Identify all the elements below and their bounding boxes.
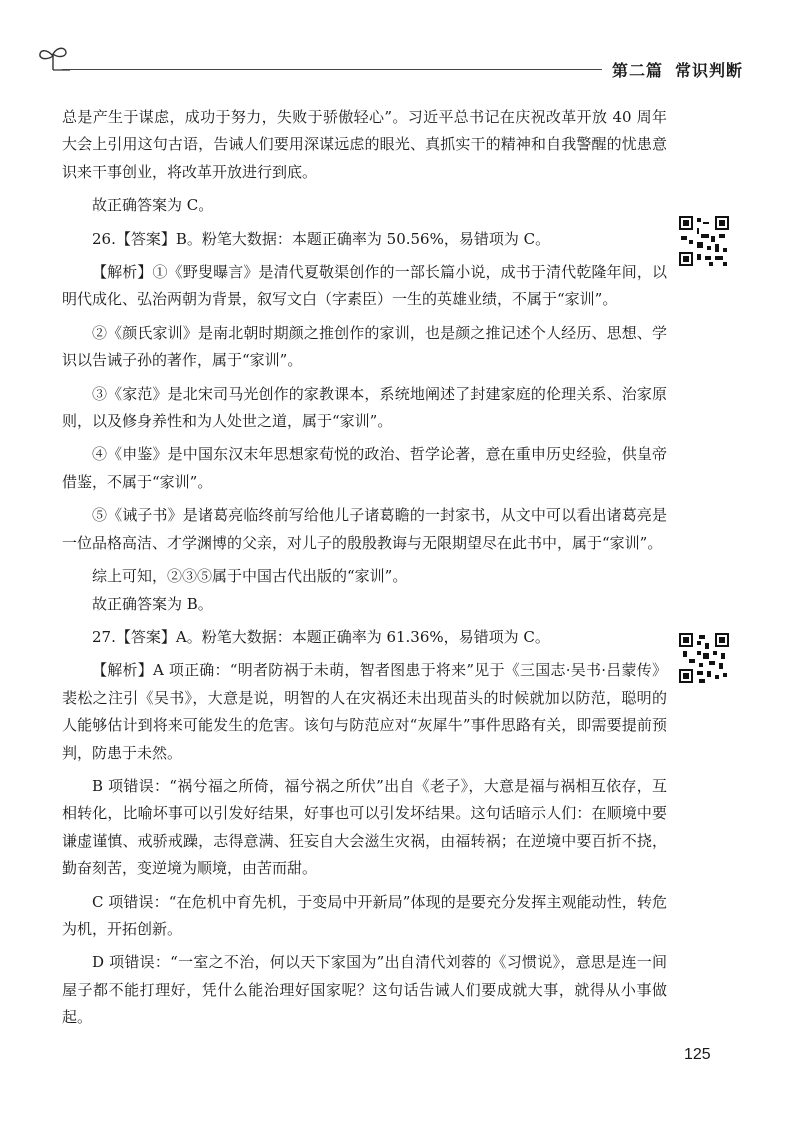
paragraph: ④《申鉴》是中国东汉末年思想家荀悦的政治、哲学论著，意在重申历史经验，供皇帝借鉴，不属于“家训”。 — [62, 445, 667, 491]
qr-code-icon[interactable] — [679, 633, 729, 683]
paragraph: 综上可知，②③⑤属于中国古代出版的“家训”。 — [92, 567, 408, 586]
paragraph: ②《颜氏家训》是南北朝时期颜之推创作的家训，也是颜之推记述个人经历、思想、学识以告诫子孙的著作，属于“家训”。 — [62, 323, 667, 370]
answer-paragraph: 26.【答案】B。粉笔大数据：本题正确率为 50.56%，易错项为 C。 — [92, 229, 551, 248]
answer-paragraph: 27.【答案】A。粉笔大数据：本题正确率为 61.36%，易错项为 C。 — [92, 627, 550, 646]
explanation-paragraph: 【解析】①《野叟曝言》是清代夏敬渠创作的一部长篇小说，成书于清代乾隆年间，以明代成化、弘治两朝为背景，叙写文白（字素臣）一生的英雄业绩，不属于“家训”。 — [62, 263, 667, 309]
qr-code-icon[interactable] — [679, 216, 729, 266]
page-number: 125 — [684, 1046, 711, 1063]
section-label: 第二篇 — [612, 61, 664, 80]
paragraph: D 项错误：“一室之不治，何以天下家国为”出自清代刘蓉的《习惯说》，意思是连一间屋子都不能打理好，凭什么能治理好国家呢？这句话告诫人们要成就大事，就得从小事做起。 — [62, 953, 667, 1027]
paragraph: 总是产生于谋虑，成功于努力，失败于骄傲轻心”。习近平总书记在庆祝改革开放 40 周年大会上引用这句古语，告诫人们要用深谋远虑的眼光、真抓实干的精神和自我警醒的忧患意识来干事创业，将改革开放进行到底。 — [62, 108, 667, 181]
sprout-icon — [36, 44, 70, 72]
paragraph: 故正确答案为 B。 — [92, 594, 213, 613]
chapter-title: 常识判断 — [675, 61, 744, 80]
paragraph: B 项错误：“祸兮福之所倚，福兮祸之所伏”出自《老子》，大意是福与祸相互依存，互相转化，比喻坏事可以引发好结果，好事也可以引发坏结果。这句话暗示人们：在顺境中要谦虚谨慎、戒骄戒躁，志得意满、狂妄自大会滋生灾祸，由福转祸；在逆境中要百折不挠，勤奋刻苦，变逆境为顺境，由苦而甜。 — [62, 776, 667, 878]
header-divider — [62, 69, 602, 70]
paragraph: ⑤《诫子书》是诸葛亮临终前写给他儿子诸葛瞻的一封家书，从文中可以看出诸葛亮是一位品格高洁、才学渊博的父亲，对儿子的殷殷教诲与无限期望尽在此书中，属于“家训”。 — [62, 506, 667, 552]
page-body — [62, 104, 667, 1032]
paragraph: 故正确答案为 C。 — [92, 196, 214, 215]
explanation-paragraph: 【解析】A 项正确：“明者防祸于未萌，智者图患于将来”见于《三国志·吴书·吕蒙传》裴松之注引《吴书》，大意是说，明智的人在灾祸还未出现苗头的时候就加以防范，聪明的人能够估计到将来可能发生的危害。该句与防范应对“灰犀牛”事件思路有关，即需要提前预判，防患于未然。 — [62, 661, 667, 762]
header-title — [612, 58, 755, 81]
paragraph: C 项错误：“在危机中育先机，于变局中开新局”体现的是要充分发挥主观能动性，转危为机，开拓创新。 — [62, 892, 667, 938]
paragraph: ③《家范》是北宋司马光创作的家教课本，系统地阐述了封建家庭的伦理关系、治家原则，以及修身养性和为人处世之道，属于“家训”。 — [62, 384, 667, 431]
